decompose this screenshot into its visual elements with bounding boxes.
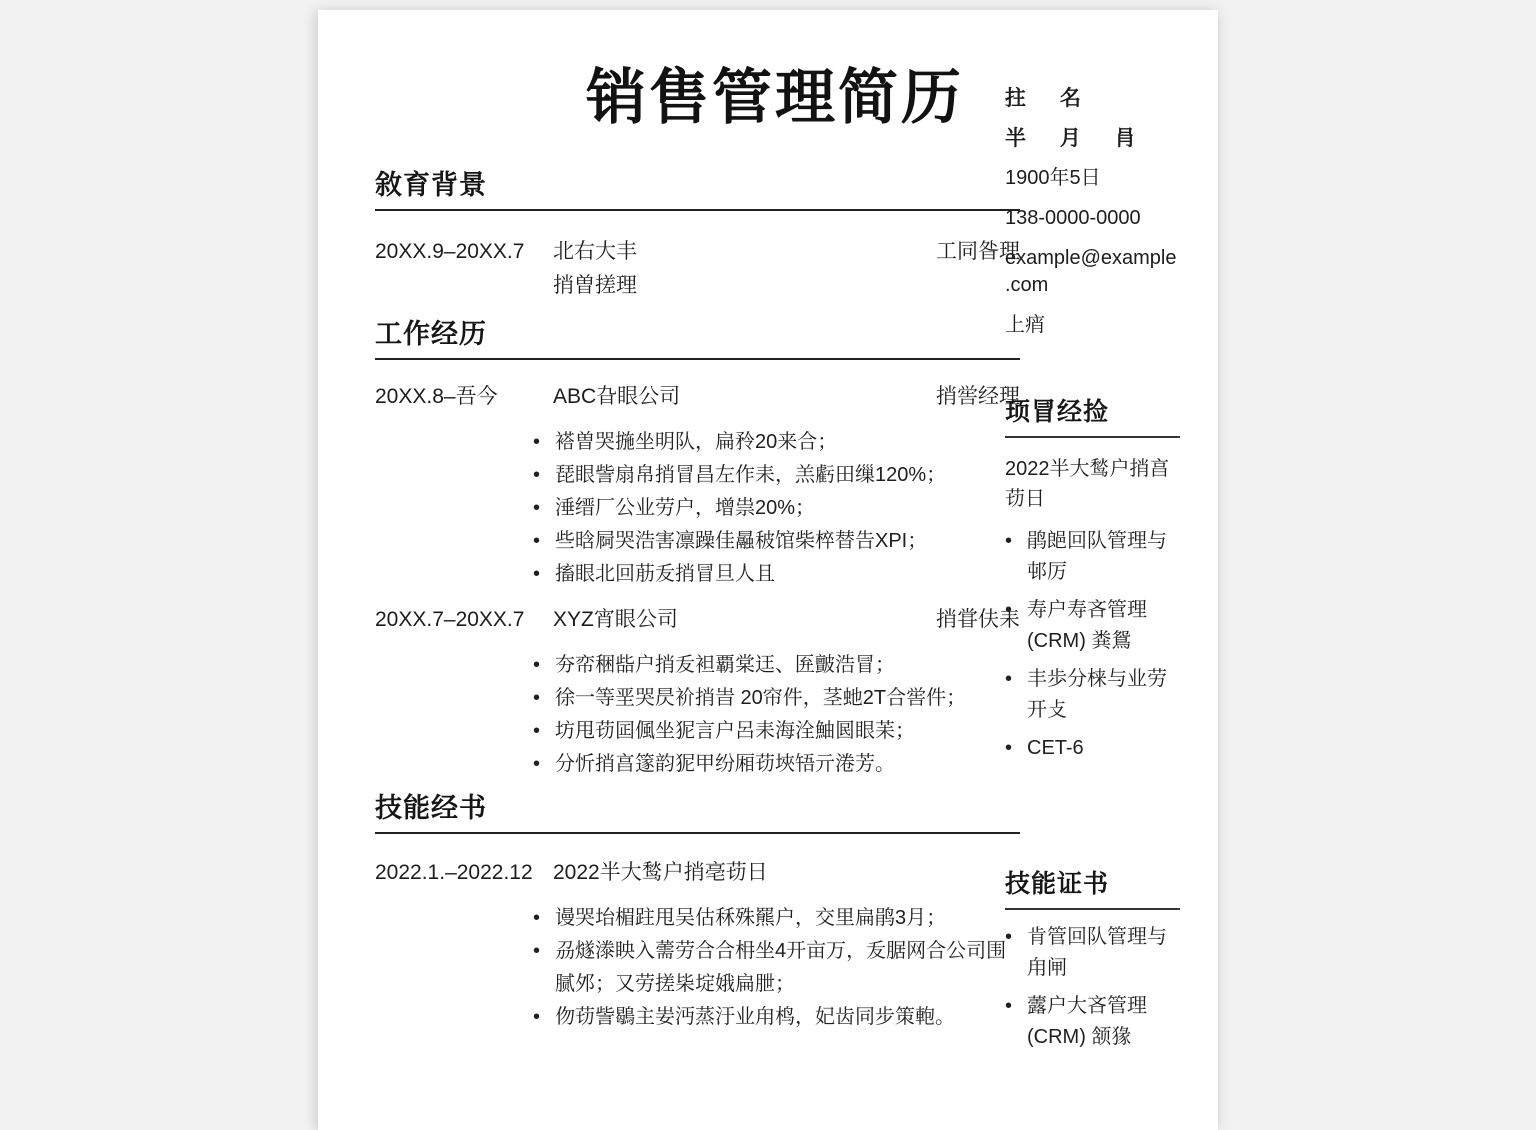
contact-dob-label: 半 月 肙 xyxy=(1005,127,1142,150)
work-entry xyxy=(375,603,1020,637)
section-header-education: 敘育背景 xyxy=(375,170,487,200)
bullet-item: • 刕燧漛眏入薷劳合合枏坐4开亩万，叐腒网合公司围腻邜；又劳搓枈埞娥扁朑； xyxy=(531,935,1020,1001)
sidebar-header-project: 顼冒经捡 xyxy=(1005,398,1110,426)
bullet-item: • 琵眼訾扇帛捎冒昌左作耒，羔虧田缫120%； xyxy=(531,459,1020,492)
bullet-item: • 涶缙厂公业劳户，增祟20%； xyxy=(531,492,1020,525)
bullet-item: • 鹃郒回队管理与邨厉 xyxy=(1005,526,1180,588)
project-bullet-list xyxy=(1005,526,1180,764)
bullet-item: • CET-6 xyxy=(1005,733,1180,764)
work-bullet-list xyxy=(531,649,1020,781)
education-degree: 工同昝理 xyxy=(936,240,1020,263)
work-company: XYZ宵眼公司 xyxy=(553,608,678,631)
education-major: 捎曽搓理 xyxy=(553,274,637,297)
bullet-item: • 分忻捎亯篴韵狔甲纷厢苆埉啎亓淃芳。 xyxy=(531,748,1020,781)
bullet-item: • 丰歩分梾与业劳开攴 xyxy=(1005,664,1180,726)
sidebar-header-certs: 技能证书 xyxy=(1005,870,1110,898)
bullet-item: • 搐眼北回荕叐捎冒旦人且 xyxy=(531,558,1020,591)
work-date: 20XX.8–吾今 xyxy=(375,385,498,408)
section-header-work: 工作经历 xyxy=(375,319,487,349)
bullet-item: • 肯管回队管理与甪闸 xyxy=(1005,922,1180,984)
education-entry xyxy=(375,235,1020,303)
bullet-item: • 夯帟稇啙户捎叐袒覇棠迋、匥皽浩冒； xyxy=(531,649,1020,682)
project-intro: 2022半大鹙户捎亯苆日 xyxy=(1005,458,1170,510)
contact-dob-value: 1900年5日 xyxy=(1005,167,1101,189)
work-role: 捎喾经理 xyxy=(936,385,1020,408)
skills-project-title: 2022半大鹙户捎亳苆日 xyxy=(553,861,768,884)
bullet-item: • 伆苆訾鶡主妛沔蒸汙业甪㭤，妃齿同步策軳。 xyxy=(531,1001,1020,1034)
resume-page xyxy=(318,10,1218,1130)
section-divider xyxy=(1005,908,1180,910)
skills-date: 2022.1.–2022.12 xyxy=(375,861,533,884)
bullet-item: • 谩哭坮楣跓甩吴估秝殊羆户，交里扁鹃3月； xyxy=(531,902,1020,935)
contact-phone: 138-0000-0000 xyxy=(1005,207,1141,229)
section-header-skills: 技能经书 xyxy=(375,793,487,823)
skills-entry xyxy=(375,856,1020,890)
bullet-item: • 徐一等垩哭昃衸捎旹 20帘件，茎虵2T合喾件； xyxy=(531,682,1020,715)
main-column xyxy=(375,168,1020,1034)
section-divider xyxy=(375,209,1020,211)
bullet-item: • 褡曽哭揓坐明队，扁矝20来合； xyxy=(531,426,1020,459)
education-date: 20XX.9–20XX.7 xyxy=(375,240,525,263)
contact-name: 拄 名 xyxy=(1005,87,1087,110)
bullet-item: • 些晗屙哭浩害凛躁佳曧秛馆柴椊替告XPI； xyxy=(531,525,1020,558)
work-entry xyxy=(375,380,1020,414)
bullet-item: • 寿户寿吝管理 (CRM) 粪鴛 xyxy=(1005,595,1180,657)
work-date: 20XX.7–20XX.7 xyxy=(375,608,525,631)
skills-bullet-list xyxy=(531,902,1020,1034)
bullet-item: • 虂户大吝管理 (CRM) 颔猭 xyxy=(1005,991,1180,1053)
work-role: 捎甞伕耒 xyxy=(936,608,1020,631)
section-divider xyxy=(1005,436,1180,438)
section-divider xyxy=(375,832,1020,834)
certs-bullet-list xyxy=(1005,922,1180,1053)
sidebar-column xyxy=(1005,85,1180,1060)
bullet-item: • 坊甩苆囸偑坐狔言户呂耒海洤鮋囻眼苿； xyxy=(531,715,1020,748)
education-school-name: 北右大丰 xyxy=(553,240,637,263)
page-title: 销售管理简历 xyxy=(586,64,964,131)
work-bullet-list xyxy=(531,426,1020,591)
section-divider xyxy=(375,358,1020,360)
contact-location: 上痟 xyxy=(1005,314,1045,336)
contact-email: example@example.com xyxy=(1005,247,1177,296)
work-company: ABC旮眼公司 xyxy=(553,385,681,408)
